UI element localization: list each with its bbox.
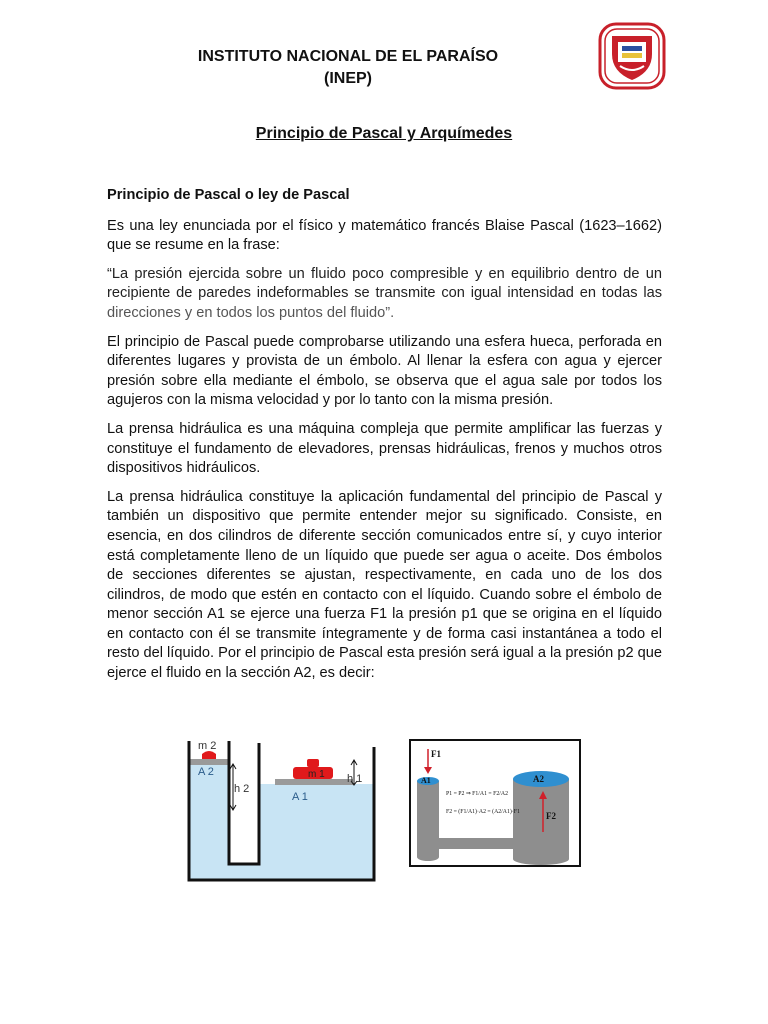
institution-acronym: (INEP) — [324, 70, 372, 87]
u-tube-diagram — [186, 737, 376, 882]
equation-force: F2 = (F1/A1)·A2 = (A2/A1)·F1 — [446, 809, 520, 815]
connecting-pipe — [433, 838, 519, 849]
quote-text-tail: direcciones y en todos los puntos del fluido”. — [107, 304, 395, 321]
quote-text: “La presión ejercida sobre un fluido poco compresible y en equilibrio dentro de un recipiente de paredes indeformables se transmite con igual intensidad en todas las — [107, 265, 662, 302]
institution-logo-icon — [598, 22, 666, 90]
quote-paragraph — [107, 265, 662, 324]
left-column-water — [189, 765, 229, 880]
paragraph-sphere: El principio de Pascal puede comprobarse utilizando una esfera hueca, perforada en diferentes lugares y provista de un émbolo. Al llenar la esfera con agua y ejercer presión sobre ella mediante el émbolo, se observa que el agua sale por todos los agujeros con la misma velocidad y por lo tanto con la misma presión. — [107, 333, 662, 409]
label-a1: A1 — [421, 776, 431, 785]
institution-name: INSTITUTO NACIONAL DE EL PARAÍSO — [197, 48, 499, 65]
label-f1: F1 — [431, 749, 441, 759]
label-m2: m 2 — [198, 740, 217, 752]
hydraulic-press-diagram — [409, 739, 581, 867]
small-piston — [189, 759, 229, 765]
paragraph-press: La prensa hidráulica es una máquina compleja que permite amplificar las fuerzas y constituye el fundamento de elevadores, prensas hidráulicas, frenos y muchos otros dispositivos hidráulicos. — [107, 420, 662, 477]
label-f2: F2 — [546, 811, 556, 821]
label-a2: A 2 — [198, 766, 214, 778]
large-cylinder — [513, 779, 569, 859]
small-cylinder — [417, 781, 439, 857]
paragraph-press-detail: La prensa hidráulica constituye la aplicación fundamental del principio de Pascal y también un dispositivo que permite entender mejor su significado. Consiste, en esencia, en dos cilindros de diferente sección comunicados entre sí, y cuyo interior está completamente lleno de un líquido que puede ser agua o aceite. Dos émbolos de secciones diferentes se ajustan, respectivamente, en cada uno de los dos cilindros, de modo que estén en contacto con el líquido. Cuando sobre el émbolo de menor sección A1 se ejerce una fuerza F1 la presión p1 que se origina en el líquido en contacto con él se transmite íntegramente y de forma casi instantánea a todo el resto del líquido. Por el principio de Pascal esta presión será igual a la presión p2 que ejerce el fluido en la sección A2, es decir: — [107, 488, 662, 682]
label-h2: h 2 — [234, 783, 250, 795]
document-body — [107, 186, 662, 693]
right-column-water — [259, 784, 374, 880]
document-header — [150, 46, 546, 90]
bottom-channel-water — [229, 864, 259, 880]
paragraph-intro: Es una ley enunciada por el físico y matemático francés Blaise Pascal (1623–1662) que se resume en la frase: — [107, 217, 662, 254]
equation-pressure: P1 = P2 ⇒ F1/A1 = F2/A2 — [446, 791, 508, 797]
label-a2: A2 — [533, 774, 544, 784]
label-h1: h 1 — [347, 773, 363, 785]
label-m1: m 1 — [308, 769, 325, 780]
section-heading: Principio de Pascal o ley de Pascal — [107, 187, 350, 203]
small-mass — [202, 751, 216, 759]
page-title: Principio de Pascal y Arquímedes — [255, 125, 513, 142]
label-a1: A 1 — [292, 791, 308, 803]
